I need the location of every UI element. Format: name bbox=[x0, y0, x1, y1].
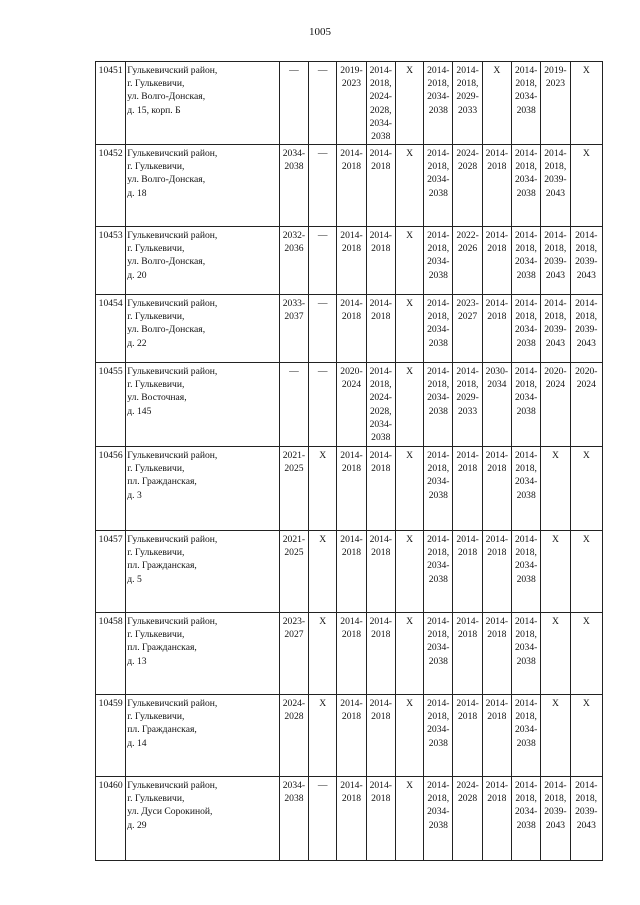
period-cell: X bbox=[541, 531, 570, 613]
address-cell bbox=[126, 227, 280, 295]
period-cell: 2014- 2018, 2034- 2038 bbox=[512, 295, 541, 363]
address-line: пл. Гражданская, bbox=[127, 724, 197, 736]
period-cell: 2014- 2018 bbox=[482, 145, 511, 227]
period-cell: 2014- 2018, 2034- 2038 bbox=[512, 531, 541, 613]
period-cell: 2014- 2018, 2039- 2043 bbox=[541, 295, 570, 363]
address-line: д. 18 bbox=[127, 187, 147, 199]
address-line: д. 14 bbox=[127, 737, 147, 749]
period-cell: 2014- 2018 bbox=[337, 695, 366, 777]
table-row bbox=[96, 295, 603, 363]
period-cell: X bbox=[395, 777, 423, 861]
period-cell: 2032- 2036 bbox=[279, 227, 308, 295]
period-cell: 2014- 2018 bbox=[337, 531, 366, 613]
period-cell: 2014- 2018 bbox=[453, 613, 482, 695]
address-line: пл. Гражданская, bbox=[127, 560, 197, 572]
address-line: Гулькевичский район, bbox=[127, 534, 218, 545]
period-cell: X bbox=[395, 295, 423, 363]
address-line: г. Гулькевичи, bbox=[127, 711, 185, 723]
period-cell: X bbox=[541, 447, 570, 531]
period-cell: 2014- 2018, 2039- 2043 bbox=[541, 227, 570, 295]
address-line: Гулькевичский район, bbox=[127, 148, 218, 159]
address-line: ул. Волго-Донская, bbox=[127, 324, 206, 336]
address-line: ул. Волго-Донская, bbox=[127, 256, 206, 268]
period-cell: 2014- 2018, 2034- 2038 bbox=[512, 227, 541, 295]
period-cell: X bbox=[570, 531, 602, 613]
period-cell: 2014- 2018, 2024- 2028, 2034- 2038 bbox=[366, 62, 395, 145]
row-number: 10454 bbox=[96, 295, 126, 363]
row-number: 10451 bbox=[96, 62, 126, 145]
page-number: 1005 bbox=[309, 26, 331, 38]
period-cell: 2014- 2018, 2039- 2043 bbox=[570, 227, 602, 295]
registry-table bbox=[95, 61, 603, 861]
address-line: ул. Волго-Донская, bbox=[127, 174, 206, 186]
row-number: 10455 bbox=[96, 363, 126, 447]
table-row bbox=[96, 613, 603, 695]
period-cell: 2014- 2018, 2039- 2043 bbox=[570, 295, 602, 363]
period-cell: 2014- 2018 bbox=[482, 227, 511, 295]
period-cell: 2034- 2038 bbox=[279, 145, 308, 227]
period-cell: X bbox=[309, 531, 337, 613]
period-cell: 2014- 2018 bbox=[482, 695, 511, 777]
address-cell bbox=[126, 613, 280, 695]
period-cell: 2014- 2018, 2034- 2038 bbox=[512, 145, 541, 227]
row-number: 10459 bbox=[96, 695, 126, 777]
address-cell bbox=[126, 295, 280, 363]
period-cell: 2020- 2024 bbox=[570, 363, 602, 447]
address-line: Гулькевичский район, bbox=[127, 65, 218, 76]
period-cell: 2014- 2018, 2034- 2038 bbox=[424, 531, 453, 613]
address-cell bbox=[126, 363, 280, 447]
period-cell: X bbox=[395, 62, 423, 145]
table-row bbox=[96, 363, 603, 447]
period-cell: 2034- 2038 bbox=[279, 777, 308, 861]
period-cell: 2014- 2018 bbox=[366, 613, 395, 695]
period-cell: X bbox=[395, 613, 423, 695]
address-line: Гулькевичский район, bbox=[127, 450, 218, 461]
period-cell: 2014- 2018 bbox=[482, 613, 511, 695]
period-cell: 2014- 2018 bbox=[482, 531, 511, 613]
address-line: Гулькевичский район, bbox=[127, 780, 218, 791]
period-cell: 2014- 2018, 2039- 2043 bbox=[541, 777, 570, 861]
address-line: Гулькевичский район, bbox=[127, 366, 218, 377]
period-cell: 2014- 2018 bbox=[366, 447, 395, 531]
period-cell: 2014- 2018 bbox=[453, 695, 482, 777]
period-cell: X bbox=[395, 447, 423, 531]
period-cell: — bbox=[309, 777, 337, 861]
period-cell: 2014- 2018 bbox=[366, 295, 395, 363]
period-cell: 2014- 2018, 2034- 2038 bbox=[424, 62, 453, 145]
period-cell: 2014- 2018, 2034- 2038 bbox=[424, 613, 453, 695]
address-line: Гулькевичский район, bbox=[127, 616, 218, 627]
table-row bbox=[96, 447, 603, 531]
period-cell: 2014- 2018, 2024- 2028, 2034- 2038 bbox=[366, 363, 395, 447]
period-cell: 2022- 2026 bbox=[453, 227, 482, 295]
address-line: г. Гулькевичи, bbox=[127, 547, 185, 559]
period-cell: 2014- 2018, 2034- 2038 bbox=[512, 447, 541, 531]
period-cell: X bbox=[570, 62, 602, 145]
period-cell: X bbox=[482, 62, 511, 145]
row-number: 10457 bbox=[96, 531, 126, 613]
period-cell: 2014- 2018 bbox=[482, 447, 511, 531]
address-cell bbox=[126, 62, 280, 145]
period-cell: 2014- 2018 bbox=[366, 531, 395, 613]
table-row bbox=[96, 145, 603, 227]
address-cell bbox=[126, 695, 280, 777]
period-cell: 2014- 2018 bbox=[482, 777, 511, 861]
period-cell: — bbox=[309, 145, 337, 227]
period-cell: 2021- 2025 bbox=[279, 447, 308, 531]
period-cell: X bbox=[570, 447, 602, 531]
address-cell bbox=[126, 777, 280, 861]
row-number: 10452 bbox=[96, 145, 126, 227]
period-cell: — bbox=[279, 363, 308, 447]
address-line: г. Гулькевичи, bbox=[127, 243, 185, 255]
period-cell: 2014- 2018 bbox=[453, 531, 482, 613]
period-cell: 2014- 2018 bbox=[366, 227, 395, 295]
period-cell: X bbox=[395, 695, 423, 777]
period-cell: — bbox=[309, 295, 337, 363]
address-line: Гулькевичский район, bbox=[127, 230, 218, 241]
address-line: г. Гулькевичи, bbox=[127, 311, 185, 323]
period-cell: — bbox=[309, 227, 337, 295]
address-line: г. Гулькевичи, bbox=[127, 629, 185, 641]
period-cell: 2014- 2018 bbox=[366, 777, 395, 861]
address-line: Гулькевичский район, bbox=[127, 698, 218, 709]
address-line: г. Гулькевичи, bbox=[127, 463, 185, 475]
period-cell: 2030- 2034 bbox=[482, 363, 511, 447]
period-cell: 2014- 2018 bbox=[337, 227, 366, 295]
address-line: пл. Гражданская, bbox=[127, 642, 197, 654]
address-line: д. 20 bbox=[127, 269, 147, 281]
period-cell: X bbox=[309, 447, 337, 531]
period-cell: X bbox=[570, 613, 602, 695]
period-cell: — bbox=[309, 363, 337, 447]
address-cell bbox=[126, 531, 280, 613]
table-row bbox=[96, 531, 603, 613]
period-cell: X bbox=[395, 531, 423, 613]
period-cell: 2014- 2018, 2034- 2038 bbox=[512, 777, 541, 861]
period-cell: X bbox=[395, 227, 423, 295]
period-cell: 2014- 2018, 2034- 2038 bbox=[424, 777, 453, 861]
table-row bbox=[96, 777, 603, 861]
period-cell: X bbox=[309, 695, 337, 777]
period-cell: X bbox=[541, 695, 570, 777]
address-line: д. 145 bbox=[127, 405, 152, 417]
period-cell: — bbox=[309, 62, 337, 145]
period-cell: X bbox=[570, 145, 602, 227]
address-line: г. Гулькевичи, bbox=[127, 78, 185, 90]
period-cell: 2014- 2018, 2034- 2038 bbox=[424, 695, 453, 777]
period-cell: 2014- 2018, 2029- 2033 bbox=[453, 62, 482, 145]
row-number: 10460 bbox=[96, 777, 126, 861]
address-line: д. 15, корп. Б bbox=[127, 104, 181, 116]
address-line: д. 5 bbox=[127, 573, 142, 585]
period-cell: 2033- 2037 bbox=[279, 295, 308, 363]
period-cell: 2023- 2027 bbox=[279, 613, 308, 695]
period-cell: X bbox=[541, 613, 570, 695]
address-line: г. Гулькевичи, bbox=[127, 793, 185, 805]
period-cell: 2014- 2018, 2034- 2038 bbox=[512, 613, 541, 695]
period-cell: 2014- 2018, 2034- 2038 bbox=[512, 695, 541, 777]
address-line: д. 13 bbox=[127, 655, 147, 667]
row-number: 10453 bbox=[96, 227, 126, 295]
period-cell: 2014- 2018, 2039- 2043 bbox=[541, 145, 570, 227]
period-cell: 2014- 2018, 2034- 2038 bbox=[424, 145, 453, 227]
address-line: г. Гулькевичи, bbox=[127, 379, 185, 391]
address-line: Гулькевичский район, bbox=[127, 298, 218, 309]
period-cell: 2014- 2018, 2034- 2038 bbox=[512, 62, 541, 145]
period-cell: 2014- 2018 bbox=[337, 295, 366, 363]
period-cell: 2014- 2018, 2034- 2038 bbox=[424, 227, 453, 295]
address-line: ул. Дуси Сорокиной, bbox=[127, 806, 213, 818]
period-cell: 2014- 2018 bbox=[337, 145, 366, 227]
table-row bbox=[96, 227, 603, 295]
period-cell: 2014- 2018 bbox=[337, 613, 366, 695]
period-cell: 2014- 2018 bbox=[337, 777, 366, 861]
address-cell bbox=[126, 145, 280, 227]
period-cell: 2023- 2027 bbox=[453, 295, 482, 363]
address-line: д. 22 bbox=[127, 337, 147, 349]
period-cell: 2014- 2018 bbox=[337, 447, 366, 531]
period-cell: 2024- 2028 bbox=[453, 145, 482, 227]
period-cell: — bbox=[279, 62, 308, 145]
period-cell: 2014- 2018, 2039- 2043 bbox=[570, 777, 602, 861]
address-line: пл. Гражданская, bbox=[127, 476, 197, 488]
period-cell: 2014- 2018, 2034- 2038 bbox=[424, 447, 453, 531]
period-cell: 2019- 2023 bbox=[337, 62, 366, 145]
period-cell: 2014- 2018, 2029- 2033 bbox=[453, 363, 482, 447]
row-number: 10456 bbox=[96, 447, 126, 531]
period-cell: 2014- 2018 bbox=[482, 295, 511, 363]
address-line: ул. Восточная, bbox=[127, 392, 187, 404]
period-cell: X bbox=[395, 145, 423, 227]
address-line: д. 3 bbox=[127, 489, 142, 501]
row-number: 10458 bbox=[96, 613, 126, 695]
period-cell: 2014- 2018, 2034- 2038 bbox=[424, 295, 453, 363]
period-cell: X bbox=[395, 363, 423, 447]
address-line: ул. Волго-Донская, bbox=[127, 91, 206, 103]
period-cell: X bbox=[309, 613, 337, 695]
period-cell: 2014- 2018, 2034- 2038 bbox=[512, 363, 541, 447]
period-cell: 2024- 2028 bbox=[453, 777, 482, 861]
period-cell: 2020- 2024 bbox=[541, 363, 570, 447]
period-cell: 2019- 2023 bbox=[541, 62, 570, 145]
period-cell: 2021- 2025 bbox=[279, 531, 308, 613]
address-line: д. 29 bbox=[127, 819, 147, 831]
period-cell: 2014- 2018 bbox=[366, 695, 395, 777]
period-cell: 2014- 2018 bbox=[366, 145, 395, 227]
address-cell bbox=[126, 447, 280, 531]
period-cell: 2020- 2024 bbox=[337, 363, 366, 447]
period-cell: 2014- 2018 bbox=[453, 447, 482, 531]
period-cell: X bbox=[570, 695, 602, 777]
period-cell: 2014- 2018, 2034- 2038 bbox=[424, 363, 453, 447]
table-row bbox=[96, 62, 603, 145]
period-cell: 2024- 2028 bbox=[279, 695, 308, 777]
table-row bbox=[96, 695, 603, 777]
address-line: г. Гулькевичи, bbox=[127, 161, 185, 173]
